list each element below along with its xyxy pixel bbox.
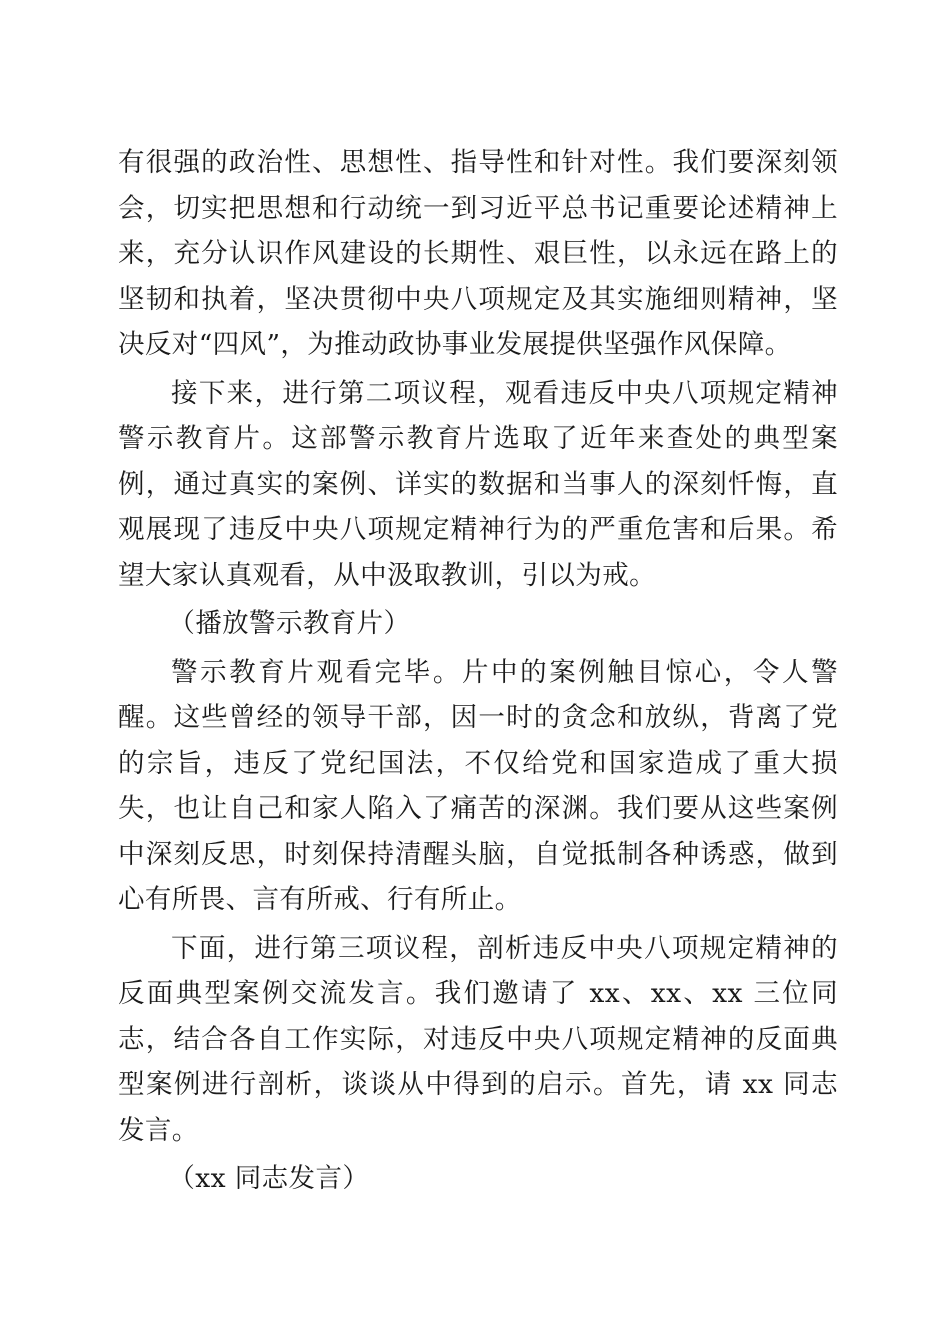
- document-body: [118, 140, 838, 1202]
- paragraph-agenda-item-three: 下面，进行第三项议程，剖析违反中央八项规定精神的反面典型案例交流发言。我们邀请了 xx、xx、xx 三位同志，结合各自工作实际，对违反中央八项规定精神的反面典型案例进行剖析，谈谈从中得到的启示。首先，请 xx 同志发言。: [118, 932, 838, 1146]
- paragraph-video-reflection: 警示教育片观看完毕。片中的案例触目惊心，令人警醒。这些曾经的领导干部，因一时的贪念和放纵，背离了党的宗旨，违反了党纪国法，不仅给党和国家造成了重大损失，也让自己和家人陷入了痛苦的深渊。我们要从这些案例中深刻反思，时刻保持清醒头脑，自觉抵制各种诱惑，做到心有所畏、言有所戒、行有所止。: [118, 656, 838, 915]
- paragraph-continuation: 有很强的政治性、思想性、指导性和针对性。我们要深刻领会，切实把思想和行动统一到习近平总书记重要论述精神上来，充分认识作风建设的长期性、艰巨性，以永远在路上的坚韧和执着，坚决贯彻中央八项规定及其实施细则精神，坚决反对“四风”，为推动政协事业发展提供坚强作风保障。: [118, 147, 838, 360]
- paragraph-agenda-item-two: 接下来，进行第二项议程，观看违反中央八项规定精神警示教育片。这部警示教育片选取了近年来查处的典型案例，通过真实的案例、详实的数据和当事人的深刻忏悔，直观展现了违反中央八项规定精神行为的严重危害和后果。希望大家认真观看，从中汲取教训，引以为戒。: [118, 377, 838, 591]
- stage-direction-play-video: （播放警示教育片）: [168, 608, 411, 639]
- stage-direction-speaker: （xx 同志发言）: [168, 1163, 370, 1194]
